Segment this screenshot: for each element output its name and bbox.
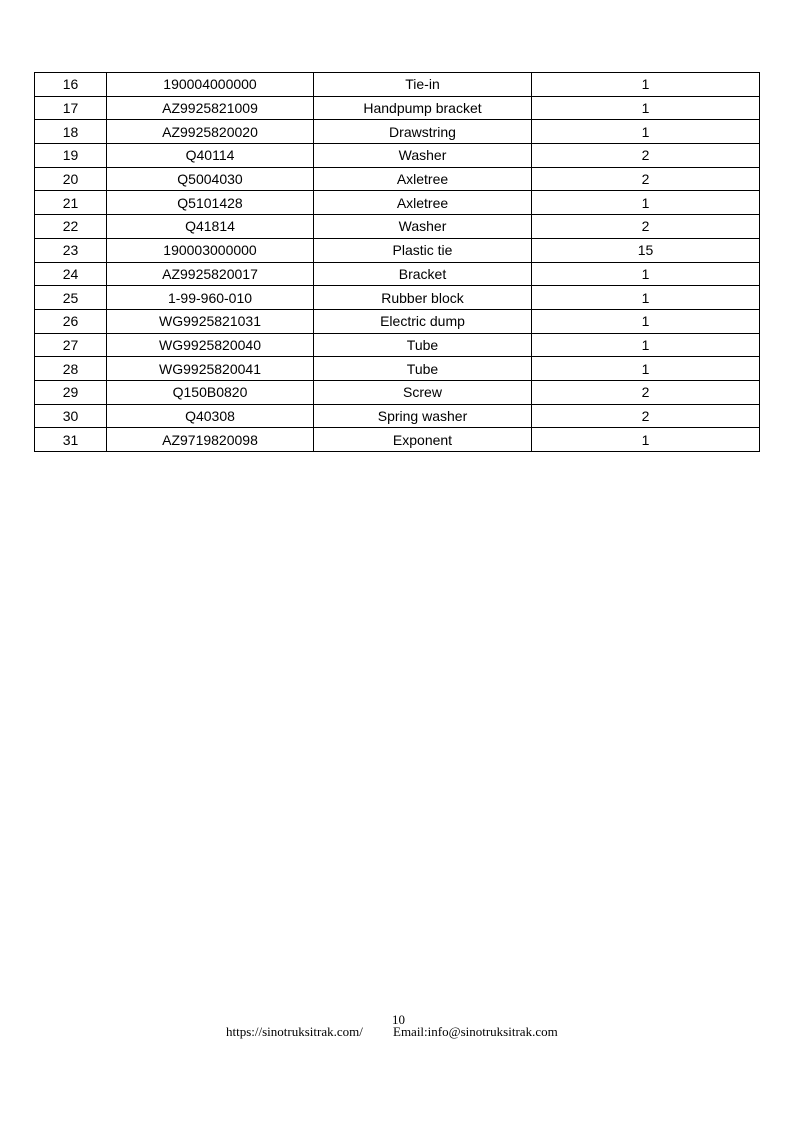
part-name-cell: Bracket (314, 262, 532, 286)
quantity-cell: 1 (532, 120, 760, 144)
part-number-cell: WG9925820040 (107, 333, 314, 357)
parts-table-body (35, 73, 760, 452)
row-number-cell: 29 (35, 380, 107, 404)
table-row (35, 357, 760, 381)
quantity-cell: 1 (532, 286, 760, 310)
part-name-cell: Handpump bracket (314, 96, 532, 120)
parts-table (34, 72, 760, 452)
quantity-cell: 1 (532, 96, 760, 120)
row-number-cell: 18 (35, 120, 107, 144)
table-row (35, 428, 760, 452)
part-name-cell: Tube (314, 357, 532, 381)
quantity-cell: 1 (532, 191, 760, 215)
row-number-cell: 25 (35, 286, 107, 310)
quantity-cell: 15 (532, 238, 760, 262)
quantity-cell: 2 (532, 380, 760, 404)
table-row (35, 167, 760, 191)
row-number-cell: 28 (35, 357, 107, 381)
row-number-cell: 20 (35, 167, 107, 191)
part-name-cell: Tie-in (314, 73, 532, 97)
row-number-cell: 19 (35, 144, 107, 168)
table-row (35, 380, 760, 404)
part-number-cell: Q5101428 (107, 191, 314, 215)
part-name-cell: Axletree (314, 191, 532, 215)
quantity-cell: 2 (532, 215, 760, 239)
quantity-cell: 2 (532, 404, 760, 428)
table-row (35, 120, 760, 144)
row-number-cell: 26 (35, 309, 107, 333)
quantity-cell: 2 (532, 167, 760, 191)
part-number-cell: WG9925821031 (107, 309, 314, 333)
row-number-cell: 23 (35, 238, 107, 262)
quantity-cell: 1 (532, 333, 760, 357)
part-number-cell: Q40114 (107, 144, 314, 168)
row-number-cell: 31 (35, 428, 107, 452)
part-name-cell: Screw (314, 380, 532, 404)
part-name-cell: Electric dump (314, 309, 532, 333)
part-number-cell: AZ9925821009 (107, 96, 314, 120)
part-name-cell: Washer (314, 215, 532, 239)
row-number-cell: 16 (35, 73, 107, 97)
part-name-cell: Washer (314, 144, 532, 168)
part-name-cell: Rubber block (314, 286, 532, 310)
part-number-cell: Q150B0820 (107, 380, 314, 404)
part-number-cell: AZ9925820017 (107, 262, 314, 286)
part-number-cell: 1-99-960-010 (107, 286, 314, 310)
table-row (35, 404, 760, 428)
row-number-cell: 22 (35, 215, 107, 239)
part-number-cell: 190004000000 (107, 73, 314, 97)
table-row (35, 286, 760, 310)
part-name-cell: Plastic tie (314, 238, 532, 262)
row-number-cell: 27 (35, 333, 107, 357)
table-row (35, 144, 760, 168)
quantity-cell: 2 (532, 144, 760, 168)
row-number-cell: 24 (35, 262, 107, 286)
table-row (35, 309, 760, 333)
page-number: 10 (392, 1012, 405, 1027)
table-row (35, 96, 760, 120)
part-number-cell: AZ9719820098 (107, 428, 314, 452)
table-row (35, 262, 760, 286)
part-name-cell: Axletree (314, 167, 532, 191)
footer-email-link[interactable]: Email:info@sinotruksitrak.com (393, 1024, 558, 1039)
part-name-cell: Drawstring (314, 120, 532, 144)
part-number-cell: AZ9925820020 (107, 120, 314, 144)
row-number-cell: 30 (35, 404, 107, 428)
table-row (35, 73, 760, 97)
part-name-cell: Exponent (314, 428, 532, 452)
table-row (35, 238, 760, 262)
part-number-cell: 190003000000 (107, 238, 314, 262)
part-number-cell: Q5004030 (107, 167, 314, 191)
part-number-cell: Q40308 (107, 404, 314, 428)
part-number-cell: Q41814 (107, 215, 314, 239)
row-number-cell: 17 (35, 96, 107, 120)
part-number-cell: WG9925820041 (107, 357, 314, 381)
quantity-cell: 1 (532, 357, 760, 381)
quantity-cell: 1 (532, 262, 760, 286)
footer-website-link[interactable]: https://sinotruksitrak.com/ (226, 1024, 363, 1039)
part-name-cell: Tube (314, 333, 532, 357)
part-name-cell: Spring washer (314, 404, 532, 428)
quantity-cell: 1 (532, 73, 760, 97)
quantity-cell: 1 (532, 309, 760, 333)
quantity-cell: 1 (532, 428, 760, 452)
table-row (35, 191, 760, 215)
row-number-cell: 21 (35, 191, 107, 215)
table-row (35, 215, 760, 239)
table-row (35, 333, 760, 357)
